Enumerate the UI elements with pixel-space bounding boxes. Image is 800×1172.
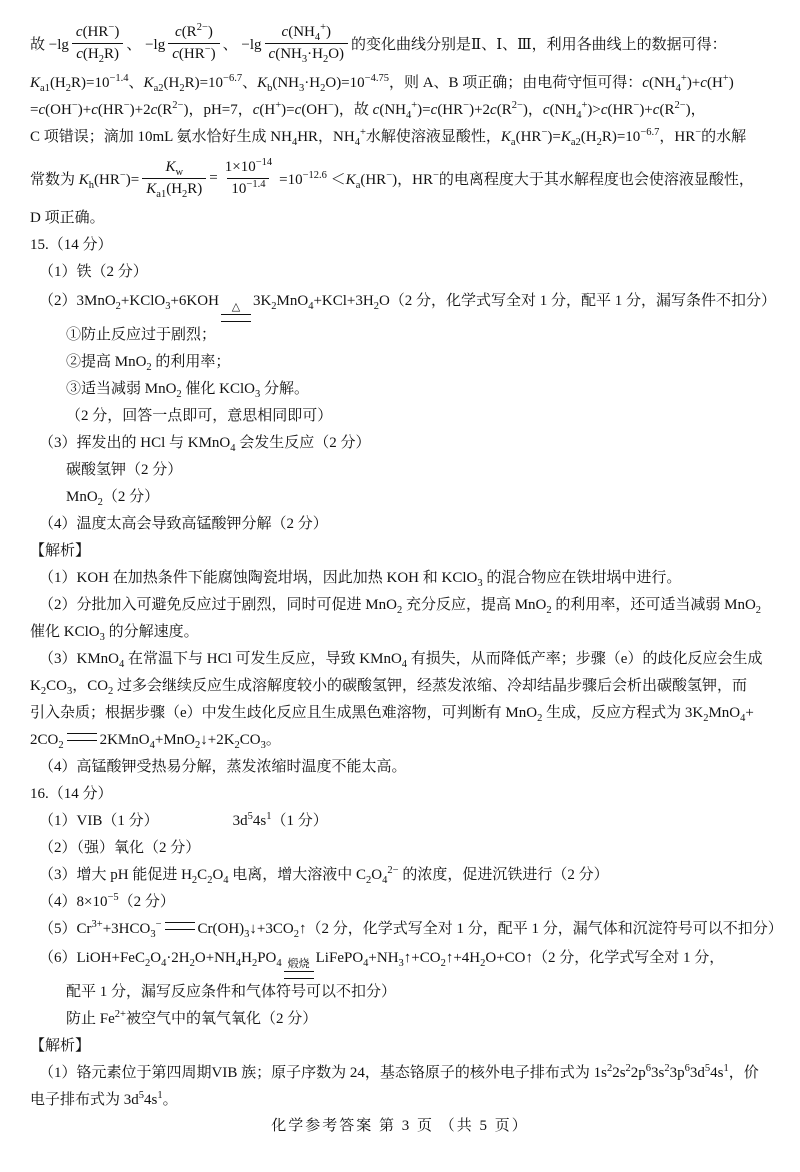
q16-answer-6-equation bbox=[30, 943, 792, 979]
q15-answer-3c: MnO$_2$（2 分） bbox=[66, 489, 160, 508]
q16-analysis-1-cont: 电子排布式为 $3d^54s^1$。 bbox=[30, 1090, 178, 1108]
text-segment: 、 −lg bbox=[126, 37, 166, 53]
q15-answer-2-point-2: ②提高 MnO$_2$ 的利用率； bbox=[66, 354, 231, 373]
q16-answer-2: （2）（强）氧化（2 分） bbox=[39, 840, 201, 856]
equation-right: $Cr(OH)_3↓+3CO_2↑(2$ 分，化学式写全对 1 分，配平 1 分，漏气体和沉淀符号可以不扣分） bbox=[197, 921, 783, 940]
equation-left: $(6)LiOH+FeC_2O_4\cdot 2H_2O+NH_4H_2PO_4$ bbox=[39, 950, 282, 969]
q15-answer-2-note: （2 分，回答一点即可，意思相同即可） bbox=[66, 408, 333, 424]
q15-answer-2-point-1: ①防止反应过于剧烈； bbox=[66, 327, 217, 343]
q16-answer-4: $(4)8\times 10^{-5}(2$ 分） bbox=[39, 892, 175, 910]
q15-answer-3b: 碳酸氢钾（2 分） bbox=[66, 462, 183, 478]
q15-answer-2-point-3: ③适当减弱 MnO$_2$ 催化 KClO$_3$ 分解。 bbox=[66, 381, 310, 400]
q15-analysis-2-cont: 催化 KClO$_3$ 的分解速度。 bbox=[30, 624, 199, 643]
q14-analysis-line: C 项错误；滴加 10mL 氨水恰好生成 $NH_4HR$，$NH_4^+$水解使溶液显酸性，$K_a(HR^-)=K_{a2}(H_2R)=10^{-6.7}$，HR−的水解 bbox=[30, 127, 747, 148]
q15-answer-2-equation bbox=[30, 286, 792, 322]
text-segment: 常数为 $K_h(HR^-)=$ bbox=[30, 170, 140, 191]
equation-left: （2）3MnO$_2$+KClO$_3$+6KOH bbox=[39, 293, 219, 312]
text-segment: $=10^{-12.6} <K_a(HR^-)$，HR−的电离程度大于其水解程度也会使溶液显酸性， bbox=[279, 170, 754, 191]
fraction-kw-ka1: $\frac{K_w}{K_{a1}(H_2R)}$ bbox=[142, 157, 206, 200]
question-15-header: 15.（14 分） bbox=[30, 237, 113, 253]
fraction-cr2-chr: $\frac{c(R^{2-})}{c(HR^-)}$ bbox=[168, 22, 219, 65]
q14-hydrolysis-constant-line bbox=[30, 157, 792, 200]
q15-answer-3: （3）挥发出的 HCl 与 KMnO$_4$ 会发生反应（2 分） bbox=[39, 435, 371, 454]
q14-analysis-fraction-line bbox=[30, 22, 792, 65]
q16-analysis-1: （1）铬元素位于第四周期VIB 族；原子序数为 24，基态铬原子的核外电子排布式为 $1s^22s^22p^63s^23p^63d^54s^1$，价 bbox=[39, 1063, 759, 1081]
question-16-header: 16.（14 分） bbox=[30, 786, 113, 802]
q15-analysis-2: （2）分批加入可避免反应过于剧烈，同时可促进 MnO$_2$ 充分反应，提高 MnO$_2$ 的利用率，还可适当减弱 MnO$_2$ bbox=[39, 597, 762, 616]
q15-analysis-3-cont: 引入杂质；根据步骤（e）中发生歧化反应且生成黑色难溶物，可判断有 MnO$_2$ 生成，反应方程式为 $3K_2MnO_4+$ bbox=[30, 705, 754, 724]
q16-answer-5-equation bbox=[30, 916, 792, 943]
calcination-condition: 煅烧 bbox=[287, 958, 310, 970]
fraction-1e-14-1e-1-4: $\frac{1\times 10^{-14}}{10^{-1.4}}$ bbox=[221, 157, 276, 200]
page-footer: 化学参考答案 第 3 页 （共 5 页） bbox=[271, 1118, 529, 1134]
equation-right: $LiFePO_4+NH_3↑+CO_2↑+4H_2O+CO↑(2$ 分，化学式写全对 1 分， bbox=[315, 950, 725, 969]
double-equals-icon bbox=[284, 971, 314, 979]
equation-left: $2CO_2$ bbox=[30, 732, 64, 751]
q16-answer-1-config: $3d^54s^1(1$ 分） bbox=[232, 811, 328, 829]
q16-analysis-label: 【解析】 bbox=[30, 1038, 91, 1054]
text-segment: 、 −lg bbox=[222, 37, 262, 53]
text-segment: = bbox=[209, 170, 218, 186]
equation-left: $(5)Cr^{3+}+3HCO_3^-$ bbox=[39, 919, 162, 940]
equation-right: $2KMnO_4+MnO_2↓+2K_2CO_3$。 bbox=[99, 732, 281, 751]
q16-answer-1 bbox=[30, 808, 792, 835]
equals-with-delta-condition bbox=[221, 301, 251, 322]
text-segment: 的变化曲线分别是Ⅱ、Ⅰ、Ⅲ，利用各曲线上的数据可得： bbox=[351, 37, 727, 53]
q16-answer-1-group: （1）VIB（1 分） bbox=[39, 813, 159, 829]
q15-analysis-label: 【解析】 bbox=[30, 543, 91, 559]
q15-analysis-3-cont: $K_2CO_3$，$CO_2$ 过多会继续反应生成溶解度较小的碳酸氢钾，经蒸发浓缩、冷却结晶步骤后会析出碳酸氢钾，而 bbox=[30, 678, 748, 697]
delta-condition: △ bbox=[231, 301, 241, 313]
q15-analysis-3-equation bbox=[30, 727, 792, 754]
q15-answer-4: （4）温度太高会导致高锰酸钾分解（2 分） bbox=[39, 516, 328, 532]
double-equals-icon bbox=[165, 922, 195, 930]
q15-analysis-4: （4）高锰酸钾受热易分解，蒸发浓缩时温度不能太高。 bbox=[39, 759, 407, 775]
double-equals-icon bbox=[221, 314, 251, 322]
q14-analysis-line: D 项正确。 bbox=[30, 210, 105, 226]
fraction-chr-h2r: $\frac{c(HR^-)}{c(H_2R)}$ bbox=[72, 22, 123, 65]
q16-answer-3: （3）增大 pH 能促进 $H_2C_2O_4$ 电离，增大溶液中 $C_2O_4^{2-}$ 的浓度，促进沉铁进行（2 分） bbox=[39, 865, 609, 886]
q14-analysis-line: $=c(OH^-)+c(HR^-)+2c(R^{2-})$，pH=7，c(H+)=c(OH−)，故 $c(NH_4^+)=c(HR^-)+2c(R^{2-})$，$c(NH_4^+)>c(HR^-)+c(R^{2-})$， bbox=[30, 100, 706, 121]
equation-right: $3K_2MnO_4+KCl+3H_2O(2$ 分，化学式写全对 1 分，配平 1 分，漏写条件不扣分） bbox=[252, 293, 777, 312]
q16-answer-6-cont: 配平 1 分，漏写反应条件和气体符号可以不扣分） bbox=[66, 984, 397, 1000]
text-segment: 故 −lg bbox=[30, 37, 69, 53]
q16-answer-6c: 防止 $Fe^{2+}$被空气中的氧气氧化（2 分） bbox=[66, 1009, 318, 1027]
q15-analysis-1: （1）KOH 在加热条件下能腐蚀陶瓷坩埚，因此加热 KOH 和 KClO$_3$ 的混合物应在铁坩埚中进行。 bbox=[39, 570, 682, 589]
double-equals-icon bbox=[67, 733, 97, 741]
q15-analysis-3: （3）KMnO$_4$ 在常温下与 HCl 可发生反应，导致 KMnO$_4$ 有损失，从而降低产率；步骤（e）的歧化反应会生成 bbox=[39, 651, 763, 670]
q14-analysis-line: $K_{a1}(H_2R)=10^{-1.4}$、$K_{a2}(H_2R)=10^{-6.7}$、$K_b(NH_3\cdot H_2O)=10^{-4.75}$，则 A、B 项正确；由电荷守恒可得：$c(NH_4^+)+c(H^+)$ bbox=[30, 73, 734, 94]
equals-with-calcination-condition bbox=[284, 958, 314, 979]
q15-answer-1: （1）铁（2 分） bbox=[39, 264, 148, 280]
fraction-cnh4-cnh3h2o: $\frac{c(NH_4^+)}{c(NH_3\cdot H_2O)}$ bbox=[265, 22, 349, 65]
